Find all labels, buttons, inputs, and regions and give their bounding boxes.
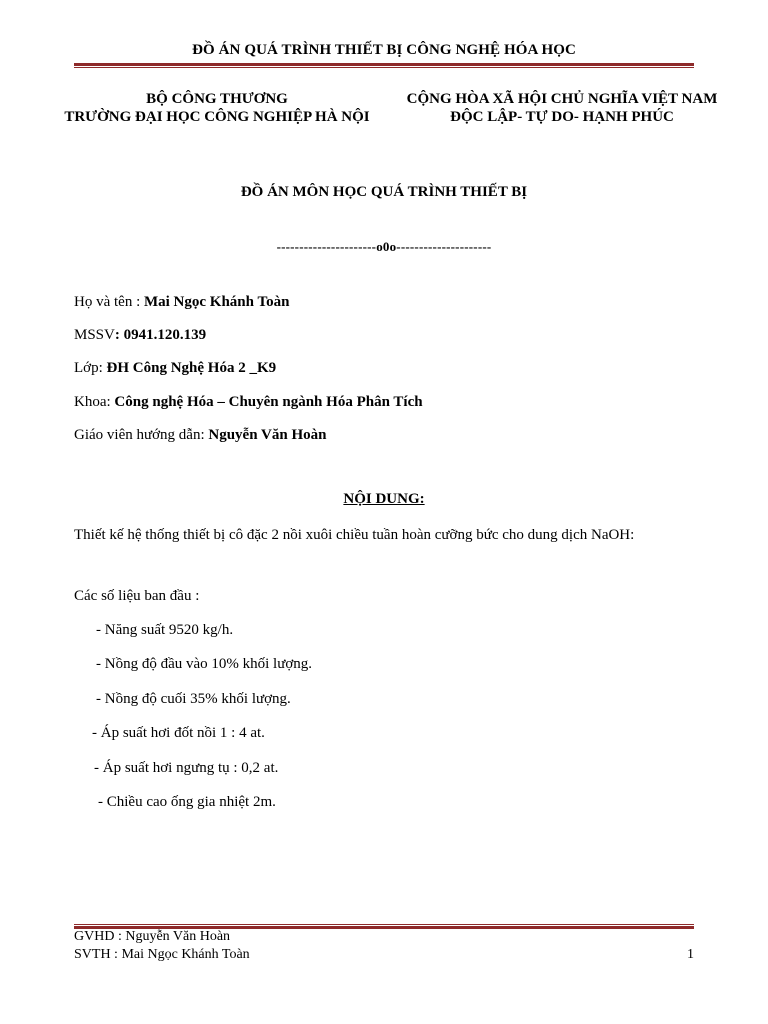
student-id-value: : 0941.120.139 bbox=[114, 327, 207, 343]
advisor-label: Giáo viên hướng dẫn: bbox=[74, 427, 209, 443]
national-motto: ĐỘC LẬP- TỰ DO- HẠNH PHÚC bbox=[450, 109, 674, 125]
class-label: Lớp: bbox=[74, 360, 107, 376]
page-header-title: ĐỒ ÁN QUÁ TRÌNH THIẾT BỊ CÔNG NGHỆ HÓA HỌC bbox=[192, 42, 576, 58]
spec-item: - Nồng độ cuối 35% khối lượng. bbox=[96, 691, 291, 707]
class-value: ĐH Công Nghệ Hóa 2 _K9 bbox=[106, 360, 277, 376]
document-title: ĐỒ ÁN MÔN HỌC QUÁ TRÌNH THIẾT BỊ bbox=[240, 184, 528, 200]
spec-item: - Nồng độ đầu vào 10% khối lượng. bbox=[96, 656, 313, 672]
ministry-name: BỘ CÔNG THƯƠNG bbox=[146, 91, 288, 107]
student-id-label: MSSV bbox=[74, 327, 115, 343]
advisor-line bbox=[74, 427, 326, 444]
university-name: TRƯỜNG ĐẠI HỌC CÔNG NGHIỆP HÀ NỘI bbox=[64, 109, 370, 125]
spec-item: - Áp suất hơi ngưng tụ : 0,2 at. bbox=[94, 760, 279, 776]
student-id-line bbox=[74, 327, 206, 344]
footer-student: SVTH : Mai Ngọc Khánh Toàn bbox=[74, 947, 250, 962]
student-name-label: Họ và tên : bbox=[74, 294, 144, 310]
content-heading: NỘI DUNG: bbox=[343, 491, 425, 507]
national-motto-block bbox=[392, 90, 732, 126]
spec-item: - Chiều cao ống gia nhiệt 2m. bbox=[98, 794, 276, 810]
spec-item: - Năng suất 9520 kg/h. bbox=[96, 622, 234, 638]
class-line bbox=[74, 360, 276, 377]
faculty-value: Công nghệ Hóa – Chuyên ngành Hóa Phân Tích bbox=[114, 394, 423, 410]
header-rule bbox=[74, 63, 694, 68]
student-name-line bbox=[74, 294, 289, 311]
advisor-value: Nguyễn Văn Hoàn bbox=[208, 427, 327, 443]
data-intro: Các số liệu ban đầu : bbox=[74, 588, 200, 604]
footer-advisor: GVHD : Nguyễn Văn Hoàn bbox=[74, 929, 231, 944]
ministry-block bbox=[50, 90, 384, 126]
spec-item: - Áp suất hơi đốt nồi 1 : 4 at. bbox=[92, 725, 265, 741]
faculty-label: Khoa: bbox=[74, 394, 115, 410]
faculty-line bbox=[74, 394, 423, 411]
country-name: CỘNG HÒA XÃ HỘI CHỦ NGHĨA VIỆT NAM bbox=[406, 91, 718, 107]
task-paragraph: Thiết kế hệ thống thiết bị cô đặc 2 nồi xuôi chiều tuần hoàn cưỡng bức cho dung dịch NaOH: bbox=[74, 527, 635, 543]
student-name-value: Mai Ngọc Khánh Toàn bbox=[143, 294, 290, 310]
decorative-separator: ----------------------o0o--------------------- bbox=[276, 239, 492, 254]
page-number: 1 bbox=[687, 947, 694, 962]
